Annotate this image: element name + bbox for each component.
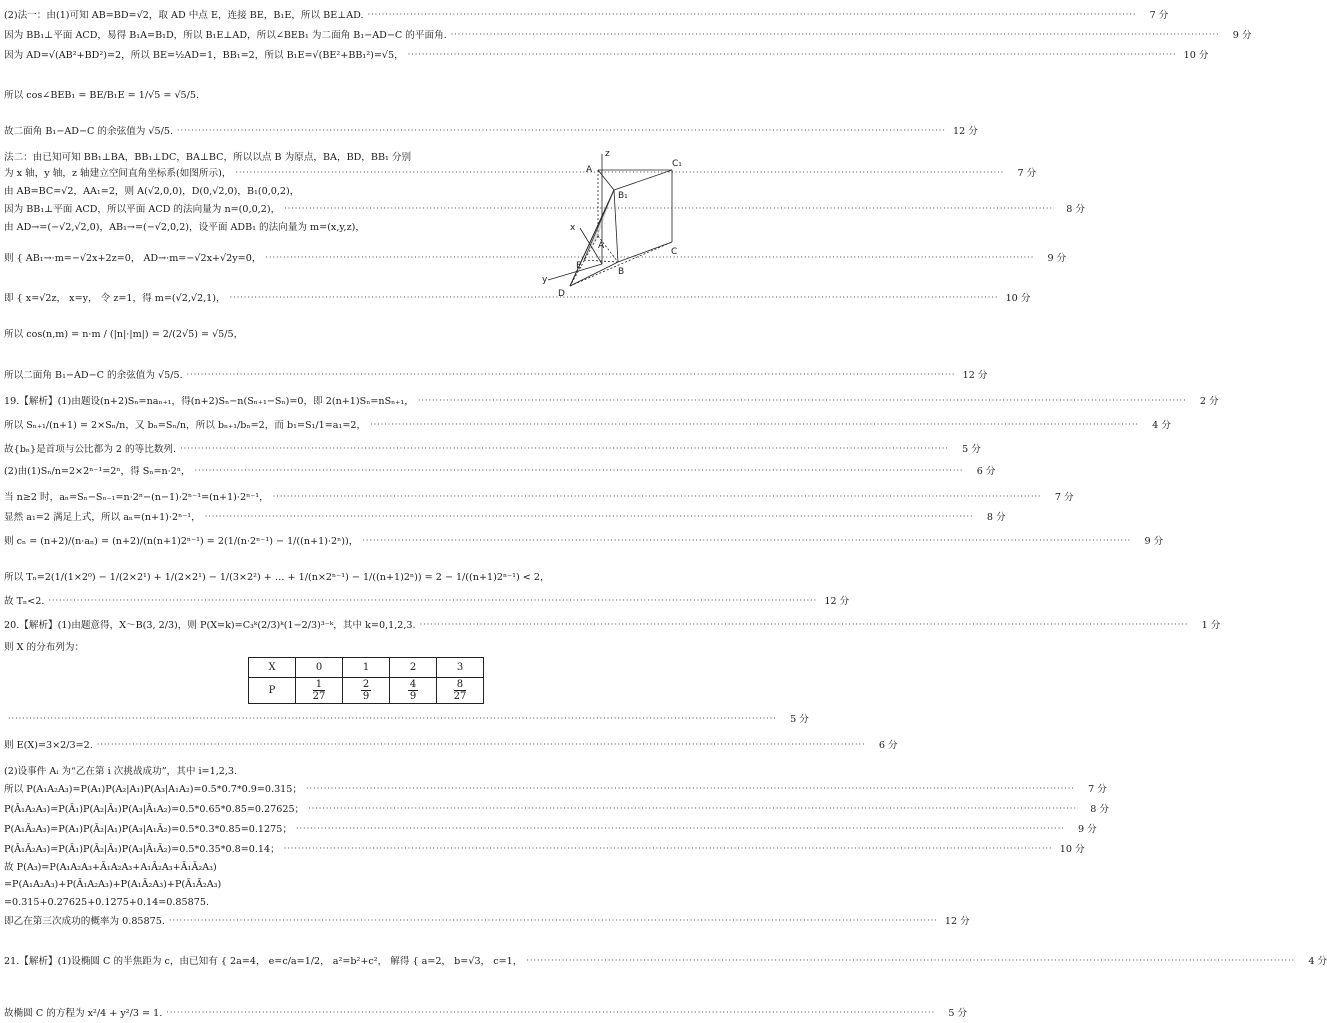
solution-line [4,590,850,610]
score-label: 2 分 [1199,396,1219,407]
line-text: 19.【解析】(1)由题设(n+2)Sₙ=naₙ₊₁，得(n+2)Sₙ−n(Sₙ₊₁−Sₙ)=0，即 2(n+1)Sₙ=nSₙ₊₁， [4,396,414,407]
score-label: 5 分 [962,444,981,455]
leader-dots [526,956,1295,965]
line-text: 所以 cos(n,m) = n·m / (|n|·|m|) = 2/(2√5) = √5/5， [4,329,244,340]
y-axis [548,264,602,280]
solution-line [4,287,1031,307]
solution-line [4,636,677,656]
solution-line [4,778,1107,798]
prob-denominator: 9 [362,691,370,702]
solution-line [4,566,677,586]
line-text: 所以 P(A₁A₂A₃)=P(A₁)P(A₂|A₁)P(A₃|A₁A₂)=0.5*0.7*0.9=0.315； [4,784,302,795]
leader-dots [187,370,956,379]
score-label: 12 分 [962,370,988,381]
solution-line [4,198,1085,218]
score-label: 5 分 [948,1008,968,1019]
label-x: x [570,223,576,233]
score-label: 12 分 [953,126,978,137]
distribution-table [248,657,484,704]
score-label: 6 分 [976,466,996,477]
leader-dots [180,444,949,453]
label-a-top: A [586,165,593,175]
line-text: 则 { AB₁→·m=−√2x+2z=0， AD→·m=−√2x+√2y=0， [4,253,262,264]
prob-numerator: 1 [313,679,326,691]
solution-line [4,390,1219,410]
table-prob-cell [296,678,343,704]
leader-dots [284,844,1053,853]
score-label: 10 分 [1005,293,1031,304]
score-label: 12 分 [824,596,850,607]
label-c: C [671,247,678,257]
prism-figure [540,146,680,298]
solution-line [4,734,898,754]
leader-dots [177,126,946,135]
leader-dots [308,804,1077,813]
label-c1: C₁ [672,159,682,169]
line-text: =0.315+0.27625+0.1275+0.14=0.85875. [4,896,209,908]
solution-line [4,438,981,458]
leader-dots [420,620,1189,629]
label-z: z [605,149,610,159]
solution-line [4,44,1209,64]
prob-denominator: 27 [312,691,326,702]
solution-line [4,323,677,343]
score-label: 4 分 [1308,956,1327,967]
prob-numerator: 4 [409,679,417,690]
score-label: 8 分 [986,512,1006,523]
solution-line [4,708,809,728]
solution-line [4,486,1074,506]
line-text: 故 P(A₃)=P(A₁A₂A₃+Ā₁A₂A₃+A₁Ā₂A₃+Ā₁Ā₂A₃) [4,862,217,873]
table-prob-row [249,678,484,704]
line-text: P(Ā₁A₂A₃)=P(Ā₁)P(A₂|Ā₁)P(A₃|Ā₁A₂)=0.5*0.65*0.85=0.27625； [4,804,305,815]
leader-dots [408,50,1177,59]
solution-line [4,120,978,140]
leader-dots [362,536,1131,545]
score-label: 9 分 [1232,30,1252,41]
score-label: 4 分 [1152,420,1171,431]
solution-line [4,84,677,104]
line-text: 由 AD→=(−√2,√2,0)，AB₁→=(−√2,0,2)，设平面 ADB₁ 的法向量为 m=(x,y,z)， [4,222,365,233]
prob-numerator: 2 [362,679,370,690]
solution-line [4,818,1097,838]
line-text: 则 cₙ = (n+2)/(n·aₙ) = (n+2)/(n(n+1)2ⁿ⁻¹) = 2(1/(n·2ⁿ⁻¹) − 1/((n+1)·2ⁿ))， [4,536,359,547]
edge-a-d [570,236,598,286]
score-label: 9 分 [1078,824,1097,835]
line-text: 所以 Sₙ₊₁/(n+1) = 2×Sₙ/n，又 bₙ=Sₙ/n，所以 bₙ₊₁/bₙ=2，而 b₁=S₁/1=a₁=2， [4,420,367,431]
table-header-row [249,658,484,678]
table-header-cell: 1 [343,658,390,678]
solution-line [4,614,1221,634]
solution-line [4,760,677,780]
line-text: 则 E(X)=3×2/3=2. [4,740,93,751]
score-label: 7 分 [1149,10,1169,21]
line-text: =P(A₁A₂A₃)+P(Ā₁A₂A₃)+P(A₁Ā₂A₃)+P(Ā₁Ā₂A₃) [4,878,222,890]
score-label: 8 分 [1090,804,1109,815]
solution-line [4,950,1327,970]
label-d: D [558,289,565,299]
solution-line [4,798,1109,818]
line-text: 21.【解析】(1)设椭圆 C 的半焦距为 c，由已知有 { 2a=4， e=c/a=1/2， a²=b²+c²， 解得 { a=2， b=√3， c=1， [4,956,523,967]
label-e: E [576,261,582,271]
leader-dots [368,10,1137,19]
label-y: y [542,275,548,285]
line-text: 故二面角 B₁−AD−C 的余弦值为 √5/5. [4,126,174,137]
label-b: B [618,267,625,277]
table-header-cell: X [249,658,296,678]
score-label: 12 分 [944,916,970,927]
line-text: 则 X 的分布列为： [4,642,85,653]
score-label: 10 分 [1183,50,1209,61]
solution-line [4,180,565,200]
leader-dots [166,1008,935,1017]
score-label: 9 分 [1047,253,1067,264]
line-text: 即 { x=√2z， x=y， 令 z=1，得 m=(√2,√2,1)， [4,293,226,304]
score-label: 7 分 [1054,492,1074,503]
leader-dots [370,420,1139,429]
line-text: 所以 cos∠BEB₁ = BE/B₁E = 1/√5 = √5/5. [4,90,200,101]
line-text: 故 Tₙ<2. [4,596,45,607]
table-prob-cell [390,678,437,704]
leader-dots [296,824,1065,833]
line-text: 故{bₙ}是首项与公比都为 2 的等比数列. [4,444,177,455]
solution-line [4,460,996,480]
solution-line [4,910,970,930]
leader-dots [451,30,1220,39]
leader-dots [48,596,817,605]
edge-a-b1 [598,170,614,190]
solution-line [4,856,677,876]
line-text: P(Ā₁Ā₂A₃)=P(Ā₁)P(Ā₂|Ā₁)P(A₃|Ā₁Ā₂)=0.5*0.35*0.8=0.14； [4,844,280,855]
line-text: 由 AB=BC=√2，AA₁=2，则 A(√2,0,0)，D(0,√2,0)，B₁(0,0,2)， [4,186,300,197]
line-text: 因为 BB₁⊥平面 ACD，易得 B₁A=B₁D，所以 B₁E⊥AD，所以∠BEB₁ 为二面角 B₁−AD−C 的平面角. [4,30,447,41]
score-label: 8 分 [1066,204,1085,215]
line-text: 因为 AD=√(AB²+BD²)=2，所以 BE=½AD=1，BB₁=2，所以 B₁E=√(BE²+BB₁²)=√5， [4,50,404,61]
score-label: 7 分 [1017,168,1037,179]
solution-line [4,874,677,894]
leader-dots [8,714,777,723]
score-label: 5 分 [790,714,809,725]
line-text: 即乙在第三次成功的概率为 0.85875. [4,916,165,927]
line-text: 因为 BB₁⊥平面 ACD，所以平面 ACD 的法向量为 n=(0,0,2)， [4,204,281,215]
leader-dots [205,512,974,521]
line-text: (2)设事件 Aᵢ 为“乙在第 i 次挑战成功”，其中 i=1,2,3. [4,766,238,777]
label-b1: B₁ [618,191,628,201]
line-text: (2)法一：由(1)可知 AB=BD=√2，取 AD 中点 E，连接 BE，B₁E，所以 BE⊥AD. [4,10,364,21]
table-header-cell: 0 [296,658,343,678]
score-label: 6 分 [878,740,898,751]
solution-line [4,216,565,236]
table-row-label: P [249,678,296,704]
solution-line [4,414,1171,434]
edge-b-c [618,242,672,262]
edge-b1-c1 [614,170,672,190]
solution-line [4,364,988,384]
line-text: 所以二面角 B₁−AD−C 的余弦值为 √5/5. [4,370,183,381]
line-text: (2)由(1)Sₙ/n=2×2ⁿ⁻¹=2ⁿ，得 Sₙ=n·2ⁿ， [4,466,191,477]
prob-numerator: 8 [454,679,467,691]
leader-dots [97,740,866,749]
line-text: 所以 Tₙ=2(1/(1×2⁰) − 1/(2×2¹) + 1/(2×2¹) − 1/(3×2²) + … + 1/(n×2ⁿ⁻¹) − 1/((n+1)2ⁿ)) = 2 − 1/((n+1)2ⁿ⁻¹) < 2， [4,572,550,583]
solution-line [4,1002,968,1022]
leader-dots [169,916,938,925]
solution-line [4,4,1169,24]
line-text: 20.【解析】(1)由题意得，X～B(3, 2/3)，则 P(X=k)=C₃ᵏ(2/3)ᵏ(1−2/3)³⁻ᵏ，其中 k=0,1,2,3. [4,620,416,631]
line-text: 显然 a₁=2 满足上式，所以 aₙ=(n+1)·2ⁿ⁻¹， [4,512,201,523]
solution-line [4,24,1252,44]
table-prob-cell [437,678,484,704]
table-header-cell: 2 [390,658,437,678]
score-label: 10 分 [1059,844,1085,855]
line-text: 故椭圆 C 的方程为 x²/4 + y²/3 = 1. [4,1008,163,1019]
line-text: 为 x 轴，y 轴，z 轴建立空间直角坐标系(如图所示)， [4,168,232,179]
solution-line [4,247,1067,267]
edge-d-c [570,242,672,286]
table-prob-cell [343,678,390,704]
solution-line [4,892,677,912]
line-text: 法二：由已知可知 BB₁⊥BA，BB₁⊥DC，BA⊥BC，所以以点 B 为原点，BA，BD，BB₁ 分别 [4,152,412,163]
leader-dots [306,784,1075,793]
table-header-cell: 3 [437,658,484,678]
solution-line [4,838,1085,858]
score-label: 7 分 [1088,784,1107,795]
leader-dots [195,466,964,475]
prob-denominator: 27 [453,691,467,702]
line-text: 当 n≥2 时，aₙ=Sₙ−Sₙ₋₁=n·2ⁿ−(n−1)·2ⁿ⁻¹=(n+1)·2ⁿ⁻¹， [4,492,269,503]
label-a: A [598,241,605,251]
solution-line [4,506,1006,526]
prob-denominator: 9 [409,691,417,702]
solution-line [4,530,1164,550]
score-label: 1 分 [1201,620,1221,631]
score-label: 9 分 [1144,536,1164,547]
leader-dots [273,492,1042,501]
line-text: P(A₁Ā₂A₃)=P(A₁)P(Ā₂|A₁)P(A₃|A₁Ā₂)=0.5*0.3*0.85=0.1275； [4,824,292,835]
leader-dots [418,396,1187,405]
